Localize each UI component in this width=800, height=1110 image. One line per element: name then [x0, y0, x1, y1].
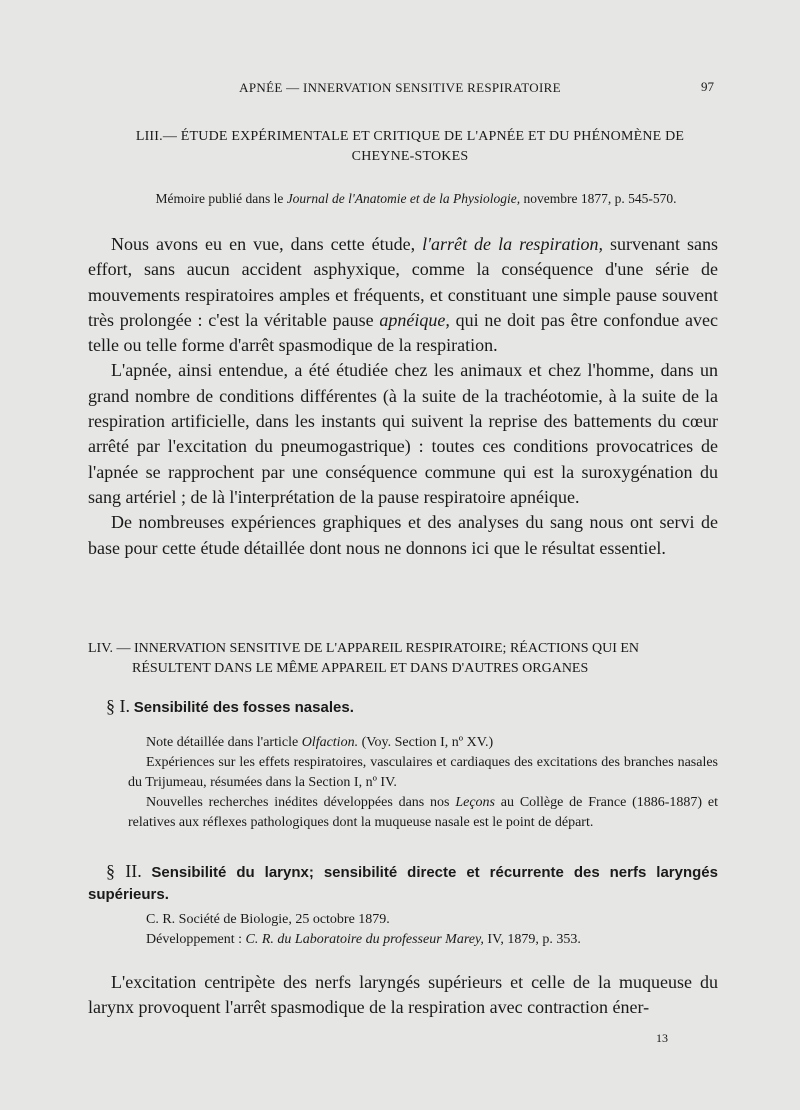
sub1-note-b: (Voy. Section I, nº XV.)	[358, 735, 494, 750]
p1-italic-1: l'arrêt de la respiration,	[422, 234, 603, 254]
sub1-note-italic: Olfaction.	[301, 735, 359, 750]
citation-after: novembre 1877, p. 545-570.	[520, 191, 677, 206]
sub2-ref2-italic: C. R. du Laboratoire du professeur Marey,	[245, 932, 484, 947]
section-liii-title	[100, 127, 720, 167]
section-liv-title	[88, 639, 718, 679]
section-liii-citation	[96, 191, 736, 207]
sub1-new-research	[128, 793, 718, 833]
paragraph-2: L'apnée, ainsi entendue, a été étudiée chez les animaux et chez l'homme, dans un grand nombre de conditions différentes (à la suite de la trachéotomie, à la suite de la respiration artificielle, dans les instants qui suivent la reprise des battements du cœur arrêté par l'excitation du pneumogastrique) : toutes ces conditions provocatrices de l'apnée se rapprochent par une conséquence commune qui est la suroxygénation du sang artériel ; de là l'interprétation de la pause respiratoire apnéique.	[88, 360, 718, 507]
p1-text-c: qui ne doit pas être confondue avec telle ou telle forme d'arrêt spasmodique de la respiration.	[88, 309, 718, 356]
sub1-new-b: au Collège de France (1886-1887) et relatives aux réflexes pathologiques dont la muqueuse nasale est le point de départ.	[128, 795, 718, 830]
subsection-1-notes	[128, 733, 718, 833]
subsection-2-heading	[88, 860, 718, 906]
sub2-ref-2	[128, 930, 718, 950]
subsection-2-title: Sensibilité du larynx; sensibilité directe et récurrente des nerfs laryngés supérieurs.	[88, 864, 718, 903]
section-liv-title-line2: RÉSULTENT DANS LE MÊME APPAREIL ET DANS D'AUTRES ORGANES	[132, 661, 589, 676]
subsection-2-mark: § II.	[106, 861, 142, 881]
p1-text-b: survenant sans effort, sans aucun accident asphyxique, comme la conséquence d'une série de mouvements respiratoires amples et fréquents, et constituant une simple pause souvent très prolongée : c'est la véritable pause	[88, 234, 718, 330]
sub1-new-a: Nouvelles recherches inédites développées dans nos	[146, 795, 456, 810]
section-liii-body	[88, 232, 718, 561]
sub1-experiments: Expériences sur les effets respiratoires, vasculaires et cardiaques des excitations des branches nasales du Trijumeau, résumées dans la Section I, nº IV.	[128, 755, 718, 790]
paragraph-1	[88, 232, 718, 358]
subsection-2-refs	[128, 910, 718, 950]
section-liii-title-line2: CHEYNE-STOKES	[351, 149, 469, 164]
section-liv-title-line1: LIV. — INNERVATION SENSITIVE DE L'APPAREIL RESPIRATOIRE; RÉACTIONS QUI EN	[88, 641, 640, 656]
subsection-1-heading	[106, 696, 354, 717]
sub2-ref-1: C. R. Société de Biologie, 25 octobre 1879.	[146, 912, 390, 927]
citation-before: Mémoire publié dans le	[155, 191, 287, 206]
signature-mark: 13	[656, 1031, 668, 1045]
subsection-1-mark: § I.	[106, 696, 130, 716]
sub1-new-italic: Leçons	[455, 795, 495, 810]
running-title: APNÉE — INNERVATION SENSITIVE RESPIRATOIRE	[239, 80, 561, 95]
p1-text-a: Nous avons eu en vue, dans cette étude,	[111, 234, 423, 254]
paragraph-3: De nombreuses expériences graphiques et des analyses du sang nous ont servi de base pour cette étude détaillée dont nous ne donnons ici que le résultat essentiel.	[88, 512, 718, 558]
subsection-1-title: Sensibilité des fosses nasales.	[133, 699, 354, 716]
sub1-note	[128, 733, 718, 753]
p1-italic-2: apnéique,	[379, 309, 450, 330]
final-paragraph: L'excitation centripète des nerfs laryngés supérieurs et celle de la muqueuse du larynx provoquent l'arrêt spasmodique de la respiration avec contraction éner-	[88, 972, 718, 1018]
section-liii-title-line1: LIII.— ÉTUDE EXPÉRIMENTALE ET CRITIQUE DE L'APNÉE ET DU PHÉNOMÈNE DE	[135, 129, 685, 144]
sub1-note-a: Note détaillée dans l'article	[146, 735, 302, 750]
sub2-ref2-b: IV, 1879, p. 353.	[483, 932, 581, 947]
sub2-ref2-a: Développement :	[146, 932, 246, 947]
section-liv-body	[88, 970, 718, 1021]
citation-journal: Journal de l'Anatomie et de la Physiologie,	[286, 191, 521, 206]
page-number: 97	[701, 79, 714, 94]
